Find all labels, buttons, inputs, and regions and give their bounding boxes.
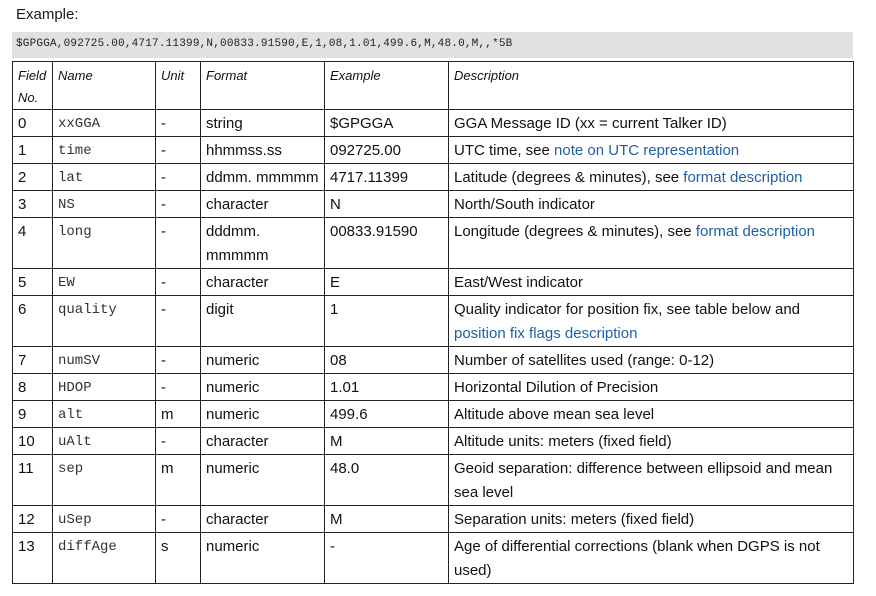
format-cell: numeric [201,401,325,428]
table-body [13,110,854,584]
description-cell [449,347,854,374]
field-table [12,61,854,584]
description-cell [449,110,854,137]
unit-cell: - [156,374,201,401]
description-link[interactable]: format description [695,223,816,240]
field-name-cell: sep [53,455,156,506]
format-cell: string [201,110,325,137]
example-cell: $GPGGA [325,110,449,137]
table-header-row [13,62,854,110]
table-row [13,218,854,269]
description-text: UTC time, see [454,142,555,159]
example-cell: M [325,506,449,533]
description-link[interactable]: note on UTC representation [554,142,740,159]
description-cell [449,269,854,296]
field-no-cell: 0 [13,110,53,137]
example-cell: 499.6 [325,401,449,428]
field-name-cell: NS [53,191,156,218]
description-text: Quality indicator for position fix, see table below and [454,301,801,318]
field-name-cell: numSV [53,347,156,374]
description-text: Age of differential corrections (blank when DGPS is not used) [454,538,820,579]
description-text: Altitude units: meters (fixed field) [454,433,672,450]
description-link[interactable]: position fix flags description [454,325,638,342]
description-link[interactable]: format description [683,169,803,186]
description-cell [449,296,854,347]
example-cell: 4717.11399 [325,164,449,191]
field-no-cell: 8 [13,374,53,401]
example-cell: 1.01 [325,374,449,401]
unit-cell: - [156,191,201,218]
header-description: Description [449,62,854,110]
unit-cell: - [156,347,201,374]
field-no-cell: 13 [13,533,53,584]
description-cell [449,506,854,533]
unit-cell: - [156,164,201,191]
example-code-box [12,32,853,58]
description-cell [449,533,854,584]
description-cell [449,401,854,428]
unit-cell: - [156,110,201,137]
description-text: Horizontal Dilution of Precision [454,379,659,396]
header-field-no: Field No. [13,62,53,110]
format-cell: hhmmss.ss [201,137,325,164]
description-cell [449,191,854,218]
unit-cell: - [156,269,201,296]
unit-cell: m [156,455,201,506]
format-cell: numeric [201,455,325,506]
unit-cell: - [156,296,201,347]
field-name-cell: uAlt [53,428,156,455]
format-cell: ddmm. mmmmm [201,164,325,191]
description-text: North/South indicator [454,196,595,213]
example-cell: 092725.00 [325,137,449,164]
unit-cell: - [156,428,201,455]
field-name-cell: quality [53,296,156,347]
field-no-cell: 4 [13,218,53,269]
format-cell: dddmm. mmmmm [201,218,325,269]
table-row [13,110,854,137]
field-no-cell: 11 [13,455,53,506]
example-cell: - [325,533,449,584]
unit-cell: m [156,401,201,428]
field-no-cell: 9 [13,401,53,428]
unit-cell: - [156,506,201,533]
field-name-cell: xxGGA [53,110,156,137]
description-text: Number of satellites used (range: 0-12) [454,352,715,369]
format-cell: character [201,428,325,455]
example-cell: M [325,428,449,455]
description-text: Separation units: meters (fixed field) [454,511,695,528]
header-format: Format [201,62,325,110]
table-row [13,137,854,164]
table-row [13,191,854,218]
field-no-cell: 5 [13,269,53,296]
table-row [13,269,854,296]
field-name-cell: long [53,218,156,269]
field-no-cell: 7 [13,347,53,374]
example-cell: 48.0 [325,455,449,506]
format-cell: character [201,191,325,218]
description-text: Altitude above mean sea level [454,406,655,423]
example-cell: 08 [325,347,449,374]
header-name: Name [53,62,156,110]
field-name-cell: alt [53,401,156,428]
example-cell: E [325,269,449,296]
field-name-cell: diffAge [53,533,156,584]
field-name-cell: lat [53,164,156,191]
format-cell: digit [201,296,325,347]
description-text: GGA Message ID (xx = current Talker ID) [454,115,727,132]
description-cell [449,455,854,506]
header-example: Example [325,62,449,110]
description-cell [449,428,854,455]
example-code: $GPGGA,092725.00,4717.11399,N,00833.91590,E,1,08,1.01,499.6,M,48.0,M,,*5B [16,38,513,50]
table-row [13,455,854,506]
field-no-cell: 1 [13,137,53,164]
header-unit: Unit [156,62,201,110]
field-name-cell: uSep [53,506,156,533]
format-cell: numeric [201,374,325,401]
field-no-cell: 3 [13,191,53,218]
field-name-cell: time [53,137,156,164]
format-cell: numeric [201,347,325,374]
example-cell: 00833.91590 [325,218,449,269]
example-label: Example: [16,6,79,23]
unit-cell: - [156,218,201,269]
description-text: Latitude (degrees & minutes), see [454,169,684,186]
example-cell: 1 [325,296,449,347]
description-text: East/West indicator [454,274,583,291]
field-no-cell: 10 [13,428,53,455]
table-row [13,506,854,533]
table-row [13,401,854,428]
field-name-cell: HDOP [53,374,156,401]
table-row [13,533,854,584]
table-row [13,428,854,455]
description-text: Geoid separation: difference between ellipsoid and mean sea level [454,460,833,501]
format-cell: character [201,269,325,296]
description-cell [449,164,854,191]
field-name-cell: EW [53,269,156,296]
field-no-cell: 12 [13,506,53,533]
unit-cell: s [156,533,201,584]
field-no-cell: 6 [13,296,53,347]
table-row [13,374,854,401]
format-cell: numeric [201,533,325,584]
format-cell: character [201,506,325,533]
table-row [13,347,854,374]
table-row [13,296,854,347]
unit-cell: - [156,137,201,164]
example-cell: N [325,191,449,218]
description-cell [449,374,854,401]
description-cell [449,218,854,269]
field-no-cell: 2 [13,164,53,191]
description-text: Longitude (degrees & minutes), see [454,223,696,240]
description-cell [449,137,854,164]
table-row [13,164,854,191]
